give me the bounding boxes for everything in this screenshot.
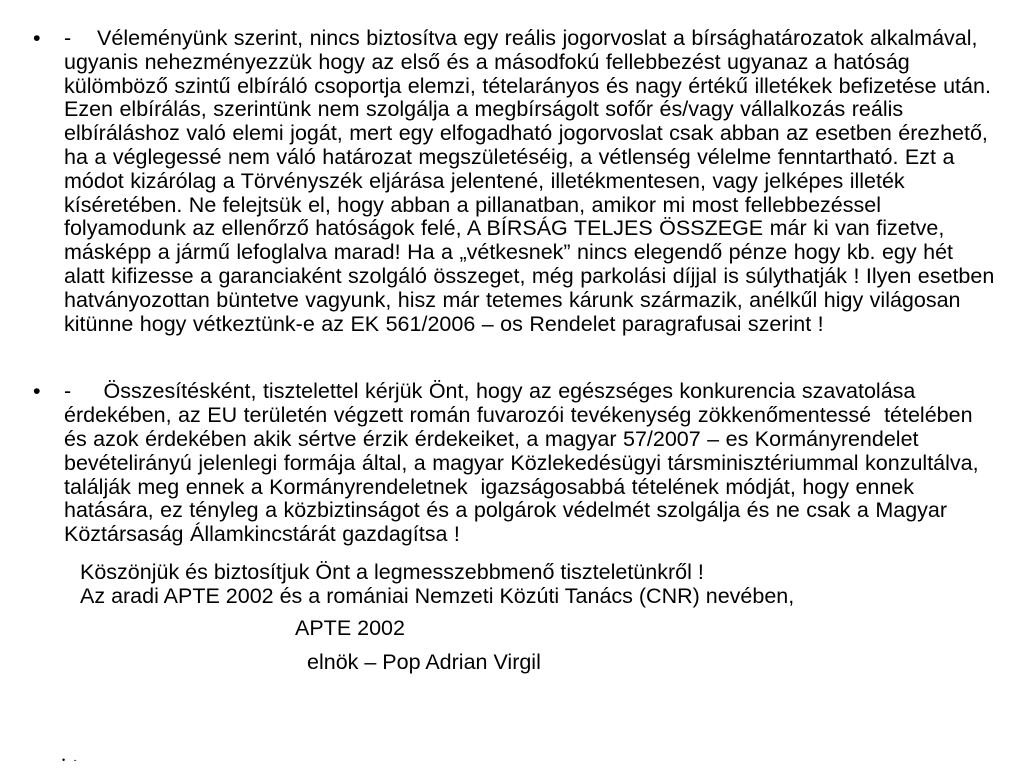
closing-line-signatories: Az aradi APTE 2002 és a romániai Nemzeti Közúti Tanács (CNR) nevében, bbox=[80, 583, 795, 608]
bullet-text: - Összesítésként, tisztelettel kérjük Önt, hogy az egészséges konkurencia szavatolása érdekében, az EU területén végzett román fuvarozói tevékenység zökkenőmentessé tételében és azok érdekében akik sértve érzik érdekeiket, a magyar 57/2007 – es Kormányrendelet bevételirányú jelenlegi formája által, a magyar Közlekedésügyi társminisztériummal konzultálva, találják meg ennek a Kormányrendeletnek igazságosabbá tételének módját, hogy ennek hatására, ez tényleg a közbiztinságot és a polgárok védelmét szolgálja és ne csak a Magyar Köztársaság Államkincstárát gazdagítsa ! bbox=[64, 379, 986, 547]
closing-line-president: elnök – Pop Adrian Virgil bbox=[307, 650, 541, 675]
partial-bullet-text: - bbox=[73, 755, 80, 765]
bullet-item bbox=[33, 27, 1024, 336]
bullet-text: - Véleményünk szerint, nincs biztosítva egy reális jogorvoslat a bírsághatározatok alkalmával, ugyanis nehezményezzük hogy az első és a másodfokú fellebbezést ugyanaz a hatóság külömböző szintű elbíráló csoportja elemzi, tételarányos és nagy értékű illetékek befizetése után. Ezen elbírálás, szerintünk nem szolgálja a megbírságolt sofőr és/vagy vállalkozás reális elbíráláshoz való elemi jogát, mert egy elfogadható jogorvoslat csak abban az esetben érezhető, ha a véglegessé nem váló határozat megszületéséig, a vétlenség vélelme fenntartható. Ezt a módot kizárólag a Törvényszék eljárása jelentené, illetékmentesen, vagy jelképes illeték kíséretében. Ne felejtsük el, hogy abban a pillanatban, amikor mi most fellebbezéssel folyamodunk az ellenőrző hatóságok felé, A BÍRSÁG TELJES ÖSSZEGE már ki van fizetve, másképp a jármű lefoglalva marad! Ha a „vétkesnek” nincs elegendő pénze hogy kb. egy hét alatt kifizesse a garanciaként szolgáló összeget, még parkolási díjjal is súlythatják ! Ilyen esetben hatványozottan büntetve vagyunk, hisz már tetemes kárunk származik, anélkűl higy világosan kitünne hogy vétkeztünk-e az EK 561/2006 – os Rendelet paragrafusai szerint ! bbox=[64, 26, 1001, 336]
closing-line-thanks: Köszönjük és biztosítjuk Önt a legmesszebbmenő tiszteletünkről ! bbox=[80, 559, 704, 584]
bullet-icon: • bbox=[62, 755, 69, 765]
bullet-item bbox=[33, 380, 1024, 547]
partial-bullet-row bbox=[62, 756, 80, 765]
bullet-icon: • bbox=[33, 26, 41, 50]
bullet-icon: • bbox=[33, 379, 41, 404]
closing-block bbox=[0, 561, 1024, 675]
closing-line-organization: APTE 2002 bbox=[295, 615, 405, 640]
